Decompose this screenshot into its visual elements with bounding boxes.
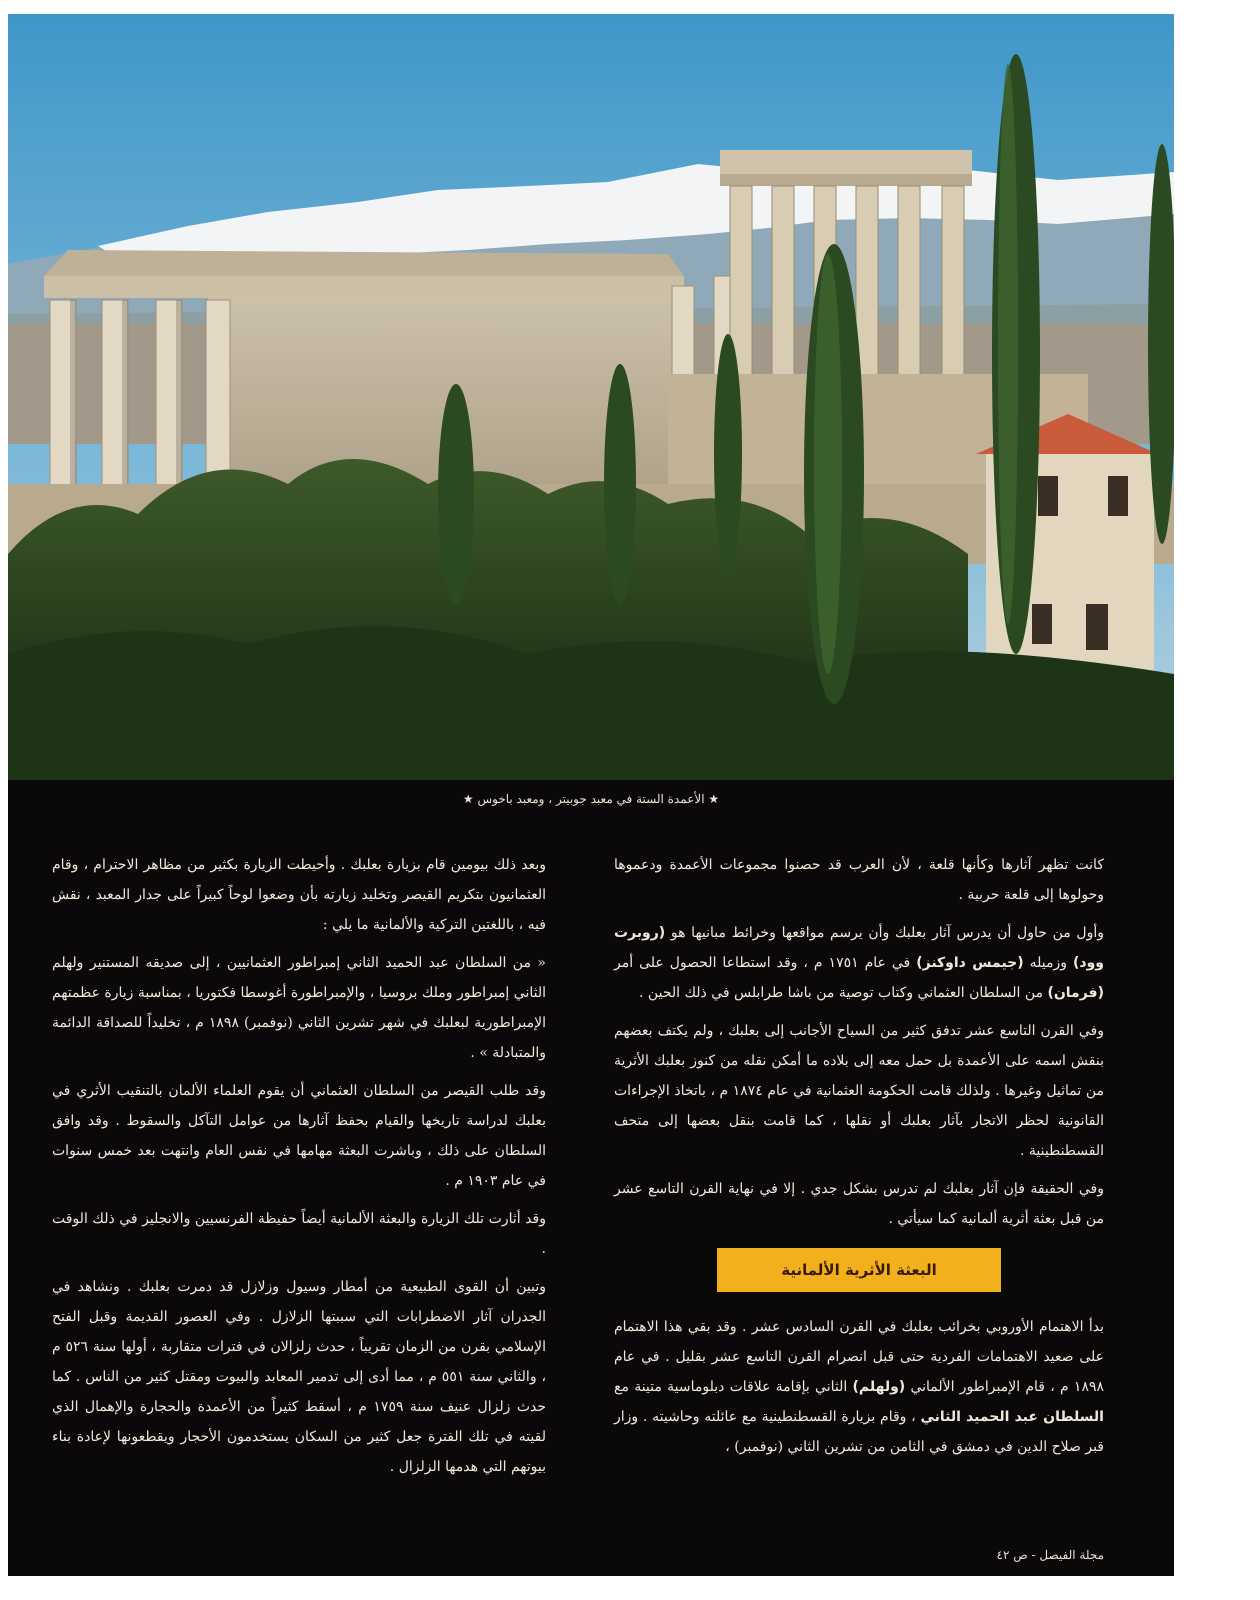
text-span: وأول من حاول أن يدرس آثار بعلبك وأن يرسم مواقعها وخرائط مبانيها هو xyxy=(670,925,1105,941)
right-text-column xyxy=(614,850,1104,1470)
paragraph: وفي القرن التاسع عشر تدفق كثير من السياح الأجانب إلى بعلبك ، ولم يكتف بعضهم بنقش اسمه على الأعمدة بل حمل معه إلى بلاده ما أمكن نقله من كنوز بعلبك الأثرية من تماثيل وغيرها . ولذلك قامت الحكومة العثمانية في عام ١٨٧٤ م ، باتخاذ الإجراءات القانونية لحظر الاتجار بآثار بعلبك أو نقلها ، كما قامت بنقل بعضها إلى متحف القسطنطينية . xyxy=(614,1023,1104,1159)
paragraph: وقد طلب القيصر من السلطان العثماني أن يقوم العلماء الألمان بالتنقيب الأثري في بعلبك لدراسة تاريخها والقيام بحفظ آثارها من عوامل التآكل والسقوط . وقد وافق السلطان على ذلك ، وباشرت البعثة مهامها في نفس العام وانتهت بعد خمس سنوات في عام ١٩٠٣ م . xyxy=(52,1083,546,1189)
left-text-column xyxy=(52,850,546,1490)
baalbek-temples-photo xyxy=(8,14,1174,780)
section-heading: البعثة الأثرية الألمانية xyxy=(717,1248,1001,1292)
name-wilhelm: (ولهلم) xyxy=(852,1379,906,1395)
paragraph: كانت تظهر آثارها وكأنها قلعة ، لأن العرب قد حصنوا مجموعات الأعمدة ودعموها وحولوها إلى قلعة حربية . xyxy=(614,857,1104,903)
text-span: بدأ الاهتمام الأوروبي بخرائب بعلبك في القرن السادس عشر . وقد بقي هذا الاهتمام على صعيد الاهتمامات الفردية حتى قبل انصرام القرن التاسع عشر بقليل . في عام ١٨٩٨ م ، قام الإمبراطور الألماني xyxy=(614,1319,1104,1395)
page-footer: مجلة الفيصل - ص ٤٢ xyxy=(996,1548,1104,1562)
text-span: ، وقام بزيارة القسطنطينية مع عائلته وحاشيته . وزار قبر صلاح الدين في دمشق في الثامن من تشرين الثاني (نوفمبر) ، xyxy=(614,1409,1104,1455)
paragraph xyxy=(614,1312,1104,1462)
paragraph: وتبين أن القوى الطبيعية من أمطار وسيول وزلازل قد دمرت بعلبك . ونشاهد في الجدران آثار الاضطرابات التي سببتها الزلازل . وفي العصور القديمة وقبل الفتح الإسلامي بقرن من الزمان تقريباً ، حدث زلزالان في فترات متقاربة ، أولها سنة ٥٢٦ م ، والثاني سنة ٥٥١ م ، مما أدى إلى تدمير المعابد والبيوت ومقتل كثير من الناس . كما حدث زلزال عنيف سنة ١٧٥٩ م ، أسقط كثيراً من الأعمدة والحجارة والإهمال الذي لقيته في تلك الفترة جعل كثير من السكان يستخدمون الأحجار ويقطعونها لإعادة بناء بيوتهم التي هدمها الزلزال . xyxy=(52,1279,546,1475)
text-span: الثاني بإقامة علاقات دبلوماسية متينة مع xyxy=(614,1379,848,1395)
name-sultan-abdulhamid: السلطان عبد الحميد الثاني xyxy=(920,1409,1104,1425)
paragraph: وقد أثارت تلك الزيارة والبعثة الألمانية أيضاً حفيظة الفرنسيين والانجليز في ذلك الوقت . xyxy=(52,1211,546,1257)
paragraph: « من السلطان عبد الحميد الثاني إمبراطور العثمانيين ، إلى صديقه المستنير ولهلم الثاني إمبراطور وملك بروسيا ، والإمبراطورة أغوسطا فكتوريا ، بمناسبة زيارة عظمتهم الإمبراطورية لبعلبك في شهر تشرين الثاني (نوفمبر) ١٨٩٨ م ، تخليداً للصداقة الدائمة والمتبادلة » . xyxy=(52,955,546,1061)
paragraph: وفي الحقيقة فإن آثار بعلبك لم تدرس بشكل جدي . إلا في نهاية القرن التاسع عشر من قبل بعثة أثرية ألمانية كما سيأتي . xyxy=(614,1181,1104,1227)
photo-caption: ★ الأعمدة الستة في معبد جوبيتر ، ومعبد باخوس ★ xyxy=(462,792,720,806)
name-robert-wood: (روبرت وود) xyxy=(614,925,1105,971)
text-span: وزميله xyxy=(1029,955,1068,971)
magazine-page xyxy=(8,14,1174,1576)
text-span: من السلطان العثماني وكتاب توصية من باشا طرابلس في ذلك الحين . xyxy=(639,985,1043,1001)
paragraph xyxy=(614,918,1104,1008)
term-firman: (فرمان) xyxy=(1047,985,1104,1001)
text-span: في عام ١٧٥١ م ، وقد استطاعا الحصول على أمر xyxy=(614,955,911,971)
paragraph: وبعد ذلك بيومين قام بزيارة بعلبك . وأحيطت الزيارة بكثير من مظاهر الاحترام ، وقام العثمانيون بتكريم القيصر وتخليد زيارته بأن وضعوا لوحاً كبيراً على جدار المعبد ، نقش فيه ، باللغتين التركية والألمانية ما يلي : xyxy=(52,857,546,933)
name-james-dawkins: (جيمس داوكنز) xyxy=(916,955,1024,971)
